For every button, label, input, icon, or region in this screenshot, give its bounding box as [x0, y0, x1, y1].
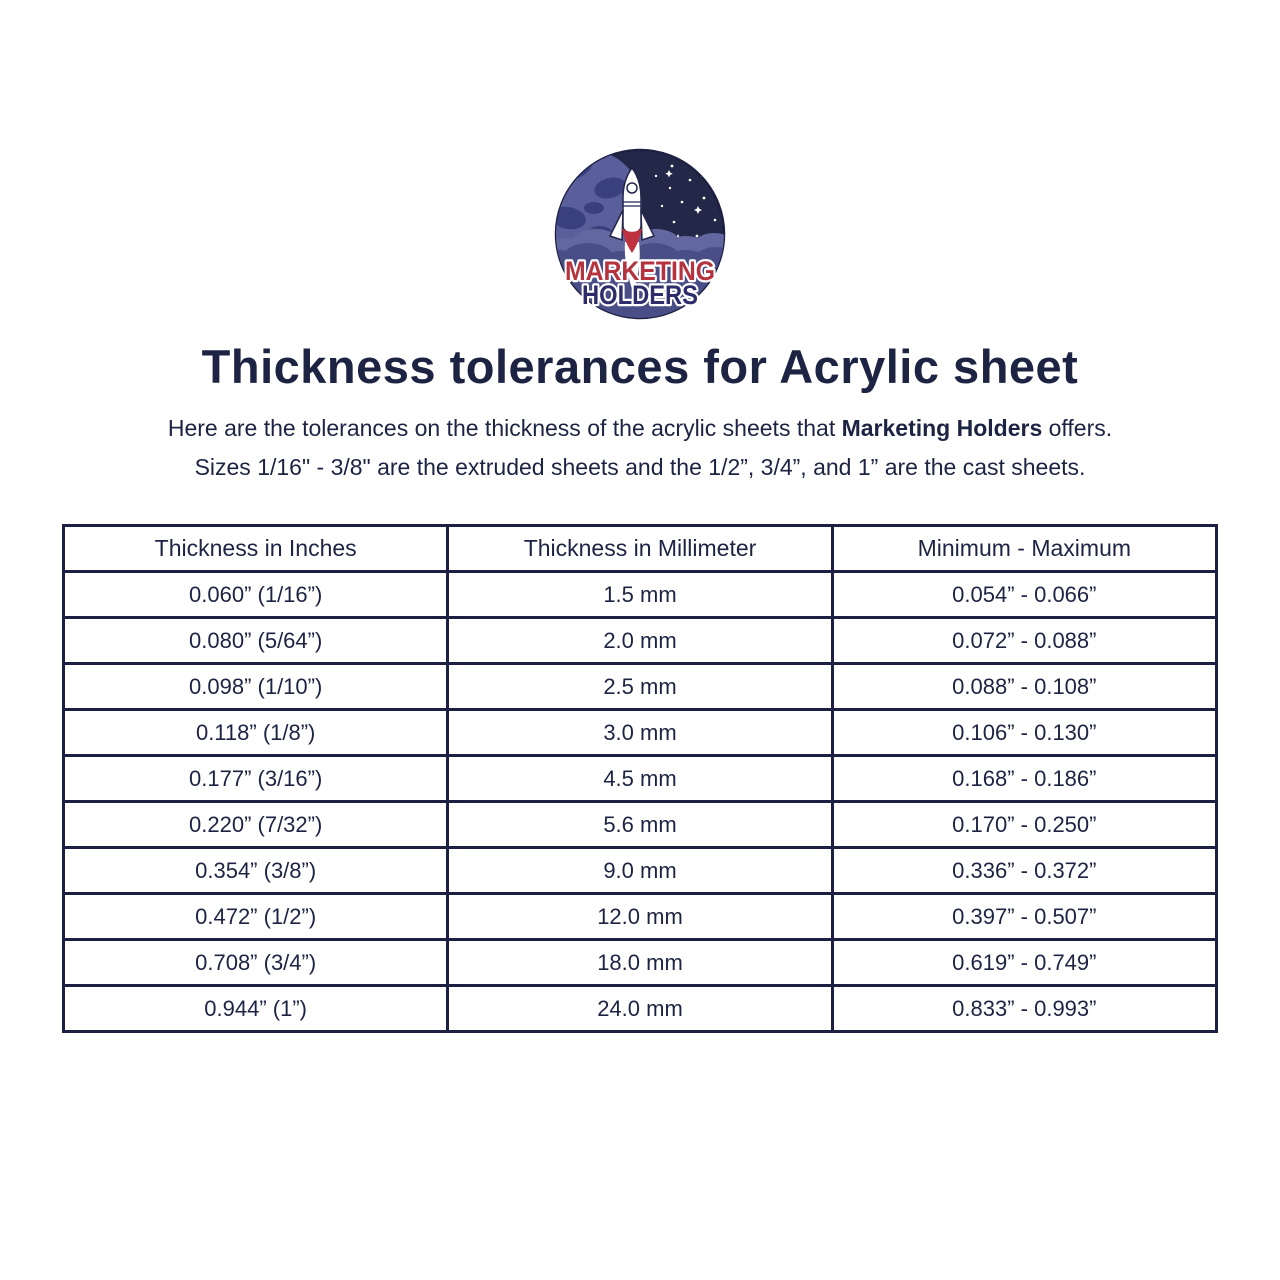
tolerance-table-container: [62, 524, 1218, 1033]
table-cell: 0.168” - 0.186”: [832, 756, 1216, 802]
tolerance-table: [62, 524, 1218, 1033]
table-cell: 0.472” (1/2”): [64, 894, 448, 940]
table-cell: 12.0 mm: [448, 894, 832, 940]
table-row: [64, 802, 1217, 848]
table-cell: 3.0 mm: [448, 710, 832, 756]
table-cell: 0.118” (1/8”): [64, 710, 448, 756]
table-cell: 0.098” (1/10”): [64, 664, 448, 710]
table-row: [64, 940, 1217, 986]
table-row: [64, 572, 1217, 618]
table-cell: 0.336” - 0.372”: [832, 848, 1216, 894]
table-cell: 5.6 mm: [448, 802, 832, 848]
table-cell: 24.0 mm: [448, 986, 832, 1032]
table-row: [64, 756, 1217, 802]
table-cell: 0.170” - 0.250”: [832, 802, 1216, 848]
table-cell: 0.220” (7/32”): [64, 802, 448, 848]
table-cell: 1.5 mm: [448, 572, 832, 618]
subtitle-text: Here are the tolerances on the thickness of the acrylic sheets that: [167, 415, 842, 441]
table-row: [64, 618, 1217, 664]
table-cell: 0.833” - 0.993”: [832, 986, 1216, 1032]
table-cell: 0.619” - 0.749”: [832, 940, 1216, 986]
table-cell: 0.072” - 0.088”: [832, 618, 1216, 664]
table-cell: 18.0 mm: [448, 940, 832, 986]
table-row: [64, 894, 1217, 940]
subtitle-line1: [168, 415, 1112, 441]
table-cell: 0.177” (3/16”): [64, 756, 448, 802]
table-cell: 0.944” (1”): [64, 986, 448, 1032]
table-row: [64, 710, 1217, 756]
subtitle-text-end: offers.: [1042, 415, 1113, 441]
logo-badge: [552, 146, 728, 322]
table-row: [64, 986, 1217, 1032]
subtitle-brand-bold: Marketing Holders: [841, 415, 1043, 441]
table-cell: 9.0 mm: [448, 848, 832, 894]
table-cell: 0.054” - 0.066”: [832, 572, 1216, 618]
page-subtitle: [40, 409, 1240, 487]
table-cell: 0.088” - 0.108”: [832, 664, 1216, 710]
marketing-holders-logo: [552, 0, 728, 322]
table-cell: 0.397” - 0.507”: [832, 894, 1216, 940]
table-cell: 2.0 mm: [448, 618, 832, 664]
table-row: [64, 848, 1217, 894]
table-cell: 0.708” (3/4”): [64, 940, 448, 986]
table-cell: 0.060” (1/16”): [64, 572, 448, 618]
header-min-max: Minimum - Maximum: [832, 526, 1216, 572]
table-cell: 0.080” (5/64”): [64, 618, 448, 664]
header-thickness-inches: Thickness in Inches: [64, 526, 448, 572]
page-title: Thickness tolerances for Acrylic sheet: [201, 340, 1079, 393]
subtitle-line2: Sizes 1/16" - 3/8" are the extruded sheets and the 1/2”, 3/4”, and 1” are the cast sheets.: [194, 454, 1086, 480]
header-thickness-mm: Thickness in Millimeter: [448, 526, 832, 572]
table-cell: 4.5 mm: [448, 756, 832, 802]
logo-wordmark-line1: MARKETING: [565, 256, 715, 286]
table-cell: 2.5 mm: [448, 664, 832, 710]
table-header-row: [64, 526, 1217, 572]
table-row: [64, 664, 1217, 710]
table-cell: 0.354” (3/8”): [64, 848, 448, 894]
table-cell: 0.106” - 0.130”: [832, 710, 1216, 756]
logo-wordmark-line2: HOLDERS: [582, 280, 698, 310]
